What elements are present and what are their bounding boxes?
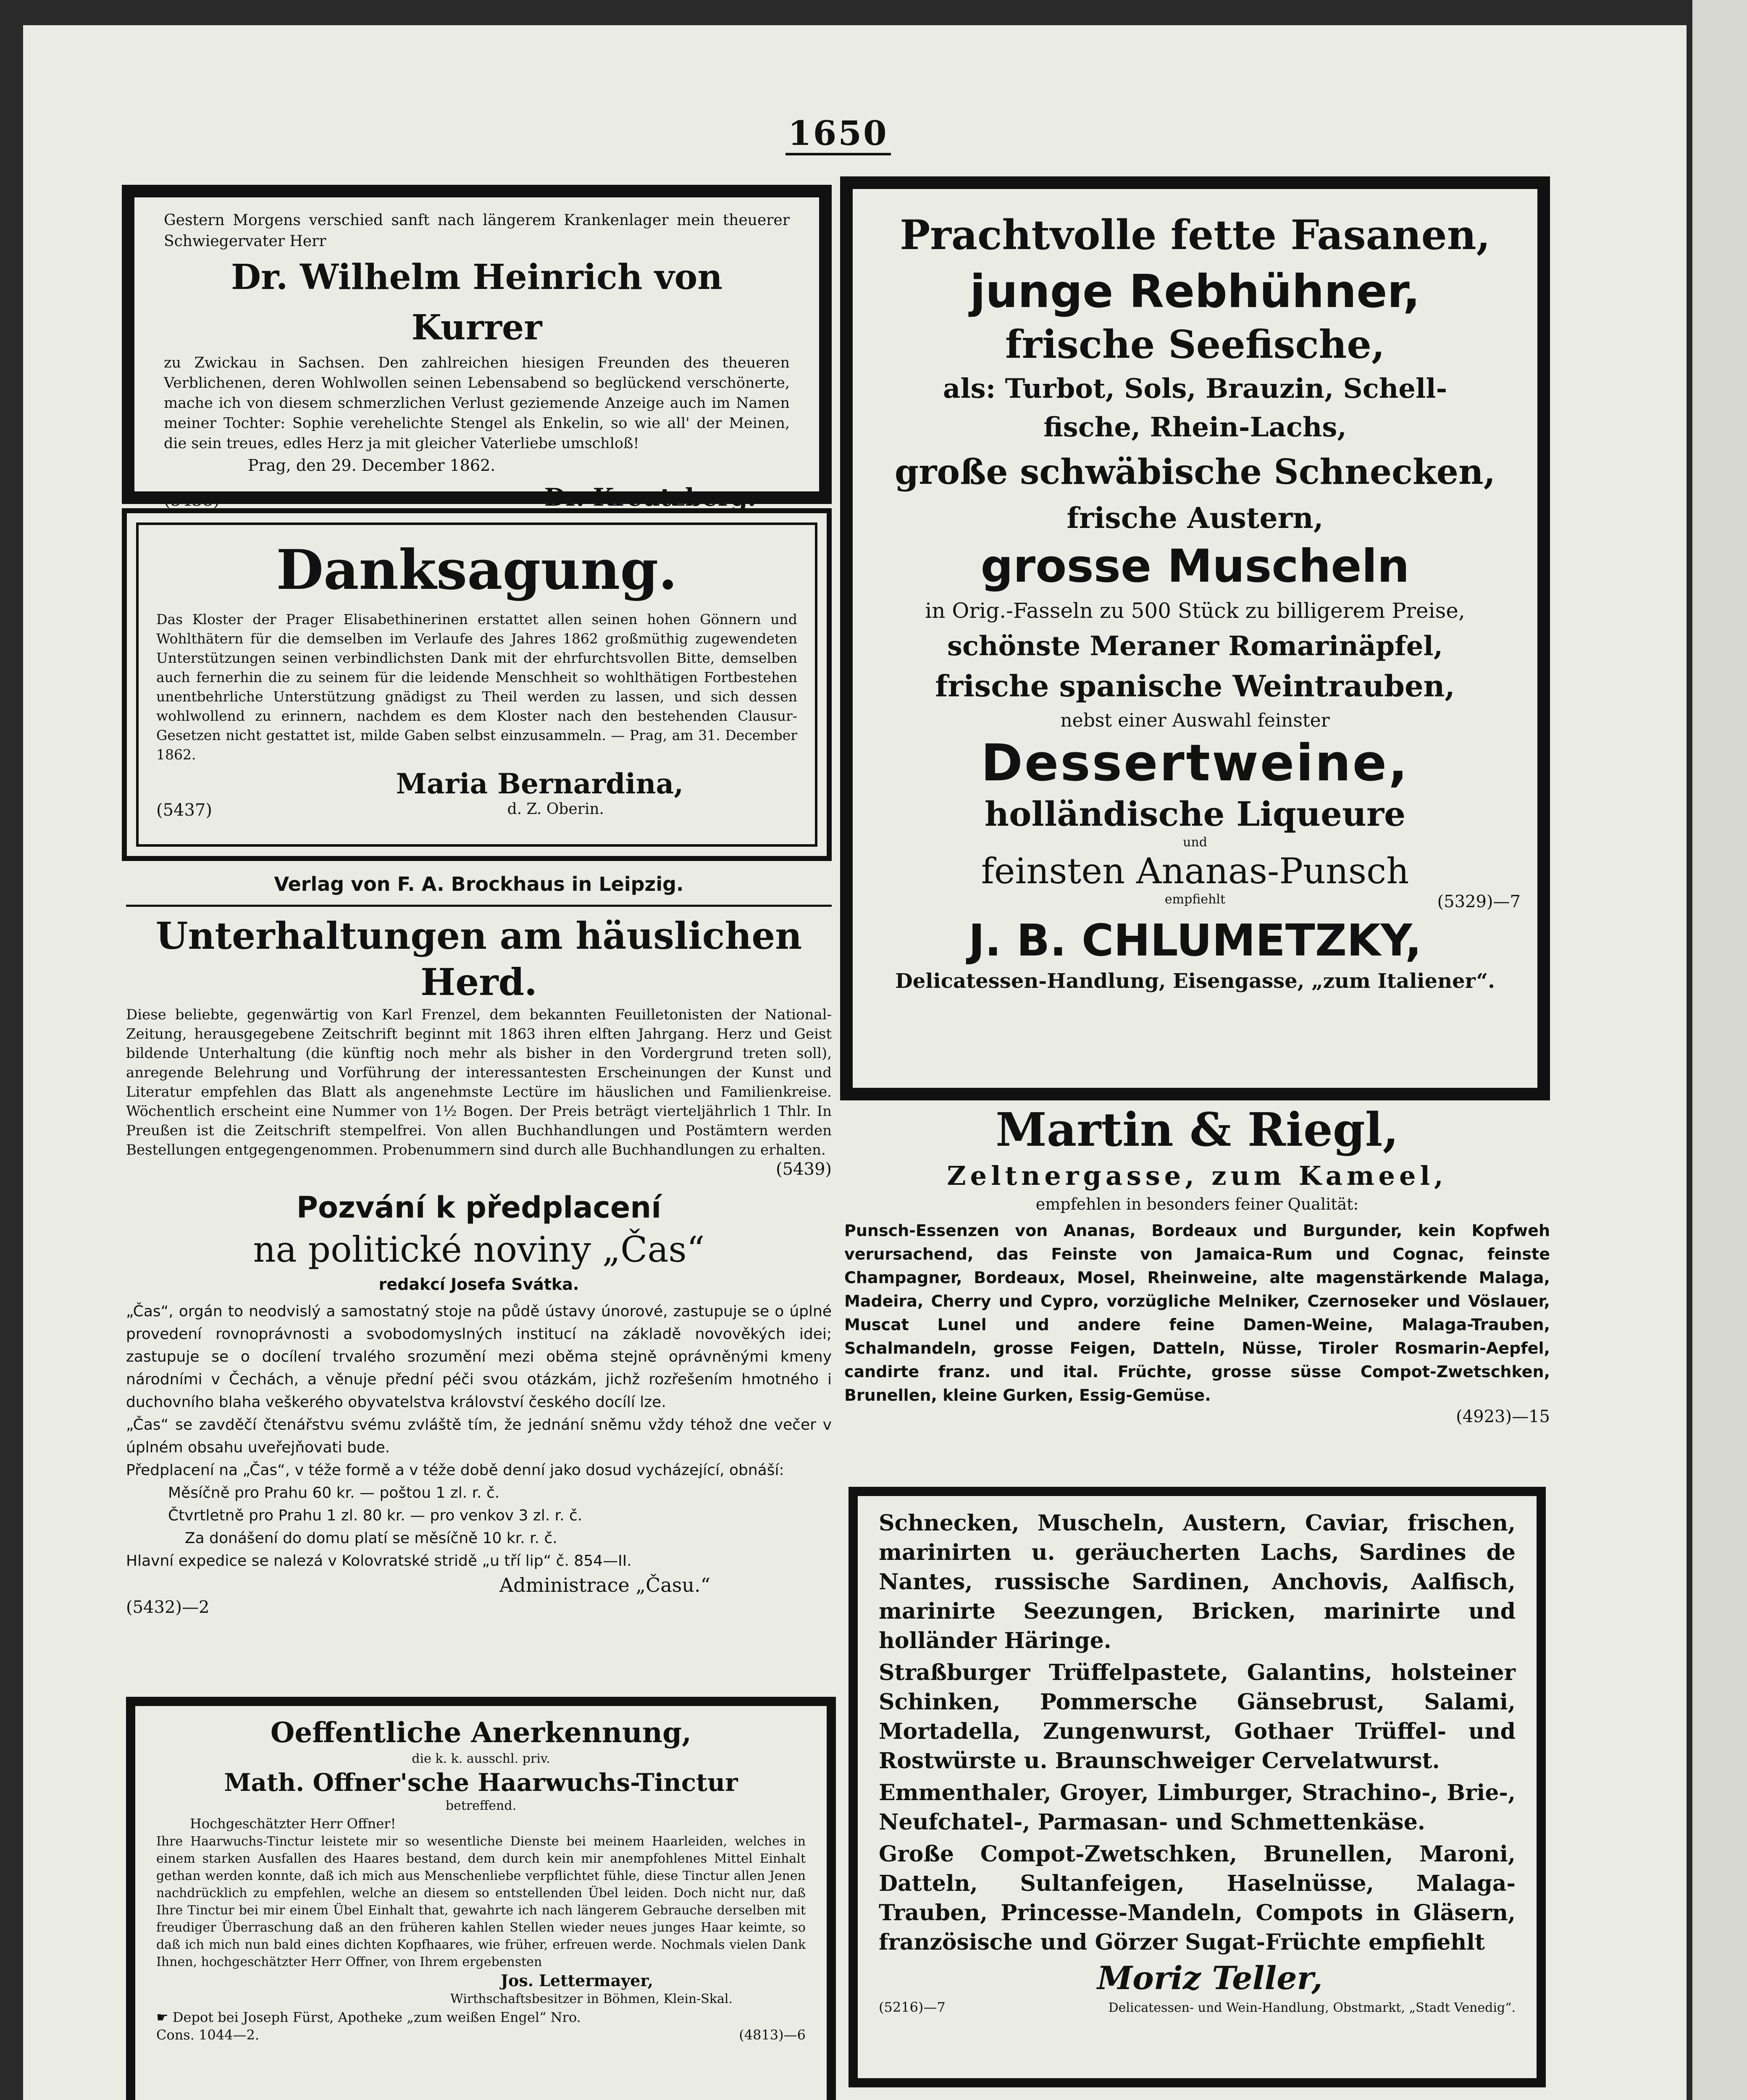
thanks-body: Das Kloster der Prager Elisabethinerinen erstattet allen seinen hohen Gönnern und Wohlthätern für die demselben im Verlaufe des Jahres 1862 großmüthig zugewendeten Unterstützungen seinen verbindlichsten Dank mit der ehrfurchtsvollen Bitte, demselben auch fernerhin die zu seinem für die leidende Menschheit so wohlthätigen Fortbestehen unentbehrliche Unterstützung gnädigst zu Theil werden zu lassen, und sich dessen wohlwollend zu erinnern, nachdem es dem Kloster nach den bestehenden Clausur-Gesetzen nicht gestattet ist, milde Gaben selbst einzusammeln. — Prag, am 31. December 1862.: [156, 611, 797, 763]
obituary-date: Prag, den 29. December 1862.: [248, 456, 496, 475]
teller-address: Delicatessen- und Wein-Handlung, Obstmarkt, „Stadt Venedig“.: [1108, 2000, 1516, 2015]
thanks-signature-sub: d. Z. Oberin.: [507, 801, 604, 818]
martin-street: Zeltnergasse, zum Kameel,: [947, 1160, 1448, 1191]
chlumetzky-line-14: holländische Liqueure: [984, 794, 1406, 834]
chlumetzky-ref: (5329)—7: [1437, 892, 1521, 911]
page-number: 1650: [785, 113, 891, 155]
brockhaus-title: Unterhaltungen am häuslichen Herd.: [155, 914, 802, 1004]
teller-p4: Große Compot-Zwetschken, Brunellen, Maroni, Datteln, Sultanfeigen, Haselnüsse, Malaga-Trauben, Princesse-Mandeln, Compots in Gläsern, französische und Görzer Sugat-Früchte empfiehlt: [879, 1841, 1516, 1955]
divider: [126, 905, 832, 907]
offner-ad: [126, 1697, 836, 2100]
teller-p1: Schnecken, Muscheln, Austern, Caviar, frischen, marinirten u. geräucherten Lachs, Sardines de Nantes, russische Sardinen, Anchovis, Aalfisch, marinirte Seezungen, Bricken, marinirte und holländer Häringe.: [879, 1510, 1516, 1654]
teller-signature: Moriz Teller,: [1097, 1959, 1323, 1997]
offner-salutation: Hochgeschätzter Herr Offner!: [190, 1816, 396, 1832]
cas-body-3: Předplacení na „Čas“, v téže formě a v téže době denní jako dosud vycházející, obnáší:: [126, 1462, 784, 1479]
page-edge: [1692, 0, 1747, 2100]
offner-depot: ☛ Depot bei Joseph Fürst, Apotheke „zum weißen Engel“ Nro.: [156, 2009, 581, 2025]
brockhaus-publisher: Verlag von F. A. Brockhaus in Leipzig.: [274, 873, 684, 895]
chlumetzky-line-8: grosse Muscheln: [980, 540, 1410, 593]
cas-editor: redakcí Josefa Svátka.: [378, 1275, 579, 1294]
cas-ref: (5432)—2: [126, 1598, 210, 1617]
offner-body: Ihre Haarwuchs-Tinctur leistete mir so wesentliche Dienste bei meinem Haarleiden, welches in einem starken Ausfallen des Haares bestand, dem durch kein mir anempfohlenes Mittel Einhalt gethan werden konnte, daß ich mich aus Menschenliebe verpflichtet fühle, diese Tinctur allen Jenen nachdrücklich zu empfehlen, welche an diesem so entstellenden Übel leiden. Doch nicht nur, daß Ihre Tinctur bei mir einem Übel Einhalt that, gewahrte ich nach längerem Gebrauche derselben mit freudiger Überraschung daß an den früheren kahlen Stellen wieder neues junges Haar keimte, so daß ich mich nun bald eines dichten Kopfhaares, wie früher, erfreuen werde. Nochmals vielen Dank Ihnen, hochgeschätzter Herr Offner, von Ihrem ergebensten: [156, 1834, 806, 1969]
obituary-notice: [122, 185, 832, 512]
offner-ref: (4813)—6: [739, 2027, 806, 2043]
martin-title: Martin & Riegl,: [996, 1102, 1399, 1157]
chlumetzky-line-7: frische Austern,: [1067, 501, 1324, 535]
cas-body-1: „Čas“, orgán to neodvislý a samostatný stoje na půdě ústavy únorové, zastupuje se o úplné provedení rovnoprávnosti a svobodomyslných institucí na základě novověkých idei; zastupuje se o docílení trvalého srozumění mezi oběma stejně oprávněnými kmeny národními v Čechách, a věnuje přední péči svou otázkám, jichž rozřešením hmotného i duchovního blaha veškerého obyvatelstva království českého docílí lze.: [126, 1303, 832, 1411]
obituary-body: zu Zwickau in Sachsen. Den zahlreichen hiesigen Freunden des theueren Verblichenen, deren Wohlwollen seinen Lebensabend so beglückend verschönerte, mache ich von diesem schmerzlichen Verlust geziemende Anzeige auch im Namen meiner Tochter: Sophie verehelichte Stengel als Enkelin, so wie all' der Meinen, die sein treues, edles Herz ja mit gleicher Vaterliebe umschloß!: [164, 354, 790, 452]
teller-p2: Straßburger Trüffelpastete, Galantins, holsteiner Schinken, Pommersche Gänsebrust, Salami, Mortadella, Zungenwurst, Gothaer Trüffel- und Rostwürste u. Braunschweiger Cervelatwurst.: [879, 1660, 1516, 1774]
brockhaus-ref: (5439): [775, 1160, 832, 1179]
chlumetzky-line-1: Prachtvolle fette Fasanen,: [900, 211, 1490, 259]
chlumetzky-line-3: frische Seefische,: [1005, 322, 1385, 367]
chlumetzky-address: Delicatessen-Handlung, Eisengasse, „zum Italiener“.: [895, 969, 1495, 993]
martin-ref: (4923)—15: [1456, 1407, 1550, 1426]
cas-title: Pozvání k předplacení: [296, 1190, 662, 1225]
offner-signer-sub: Wirthschaftsbesitzer in Böhmen, Klein-Skal.: [450, 1992, 733, 2006]
chlumetzky-line-11: frische spanische Weintrauben,: [935, 669, 1455, 704]
martin-body: Punsch-Essenzen von Ananas, Bordeaux und Burgunder, kein Kopfweh verursachend, das Feinste von Jamaica-Rum und Cognac, feinste Champagner, Bordeaux, Mosel, Rheinweine, alte magenstärkende Malaga, Madeira, Cherry und Cypro, vorzügliche Melniker, Czernoseker und Vöslauer, Muscat Lunel und andere feine Damen-Weine, Malaga-Trauben, Schalmandeln, grosse Feigen, Datteln, Nüsse, Tiroler Rosmarin-Aepfel, candirte franz. und ital. Früchte, grosse süsse Compot-Zwetschken, Brunellen, kleine Gurken, Essig-Gemüse.: [844, 1221, 1550, 1404]
brockhaus-body: Diese beliebte, gegenwärtig von Karl Frenzel, dem bekannten Feuilletonisten der National-Zeitung, herausgegebene Zeitschrift beginnt mit 1863 ihren elften Jahrgang. Herz und Geist bildende Unterhaltung (die künftig noch mehr als bisher in den Vordergrund treten soll), anregende Belehrung und Vorführung der interessantesten Erscheinungen der Kunst und Literatur empfehlen das Blatt als angenehmste Lectüre im häuslichen und Familienkreise. Wöchentlich erscheint eine Nummer von 1½ Bogen. Der Preis beträgt vierteljährlich 1 Thlr. In Preußen ist die Zeitschrift stempelfrei. Von allen Buchhandlungen und Postämtern werden Bestellungen entgegengenommen. Probenummern sind durch alle Buchhandlungen zu erhalten.: [126, 1006, 832, 1158]
obituary-intro: Gestern Morgens verschied sanft nach längerem Krankenlager mein theuerer Schwiegervater Herr: [164, 212, 790, 250]
thanks-signature: Maria Bernardina,: [396, 767, 684, 800]
thanks-notice: [122, 508, 832, 861]
offner-sub-1: die k. k. ausschl. priv.: [412, 1751, 550, 1766]
chlumetzky-name: J. B. CHLUMETZKY,: [968, 915, 1422, 966]
cas-price-2: Čtvrtletně pro Prahu 1 zl. 80 kr. — pro venkov 3 zl. r. č.: [168, 1507, 583, 1524]
teller-ref: (5216)—7: [879, 1999, 946, 2015]
chlumetzky-line-17: empfiehlt: [1164, 892, 1226, 907]
chlumetzky-line-10: schönste Meraner Romarinäpfel,: [947, 630, 1443, 662]
obituary-signature: Dr. Kreutzberg.: [544, 483, 756, 512]
offner-sub-2: betreffend.: [445, 1798, 517, 1813]
cas-admin: Administrace „Času.“: [499, 1574, 711, 1596]
chlumetzky-line-16: feinsten Ananas-Punsch: [981, 850, 1409, 892]
thanks-title: Danksagung.: [276, 538, 678, 602]
cas-price-1: Měsíčně pro Prahu 60 kr. — poštou 1 zl. r. č.: [168, 1484, 500, 1502]
martin-intro: empfehlen in besonders feiner Qualität:: [1035, 1195, 1359, 1213]
cas-ad: [126, 1189, 832, 1709]
offner-cons: Cons. 1044—2.: [156, 2027, 260, 2043]
martin-riegl-ad: [844, 1100, 1550, 1491]
chlumetzky-line-2: junge Rebhühner,: [970, 265, 1420, 318]
teller-ad: [849, 1487, 1546, 2087]
chlumetzky-line-4: als: Turbot, Sols, Brauzin, Schell-: [943, 373, 1448, 404]
chlumetzky-line-9: in Orig.-Fasseln zu 500 Stück zu billigerem Preise,: [925, 598, 1465, 623]
chlumetzky-line-13: Dessertweine,: [981, 734, 1409, 793]
obituary-name: Dr. Wilhelm Heinrich von Kurrer: [231, 257, 722, 348]
chlumetzky-ad: [840, 176, 1550, 1100]
offner-title: Oeffentliche Anerkennung,: [270, 1716, 692, 1749]
offner-product: Math. Offner'sche Haarwuchs-Tinctur: [224, 1768, 738, 1797]
chlumetzky-line-12: nebst einer Auswahl feinster: [1060, 710, 1330, 731]
cas-body-2: „Čas“ se zavděčí čtenářstvu svému zvláště tím, že jednání sněmu vždy téhož dne večer v úplném obsahu uveřejňovati bude.: [126, 1416, 832, 1456]
thanks-ref: (5437): [156, 801, 213, 820]
chlumetzky-line-5: fische, Rhein-Lachs,: [1043, 412, 1347, 443]
chlumetzky-line-15: und: [1183, 835, 1207, 850]
cas-expedition: Hlavní expedice se nalezá v Kolovratské stridě „u tří lip“ č. 854—II.: [126, 1552, 632, 1570]
offner-signer: Jos. Lettermayer,: [501, 1971, 653, 1990]
obituary-ref: (5438): [164, 491, 220, 510]
brockhaus-ad: [126, 869, 832, 1184]
cas-price-3: Za donášení do domu platí se měsíčně 10 kr. r. č.: [185, 1530, 557, 1547]
teller-p3: Emmenthaler, Groyer, Limburger, Strachino-, Brie-, Neufchatel-, Parmasan- und Schmettenkäse.: [879, 1780, 1516, 1835]
cas-subtitle: na politické noviny „Čas“: [253, 1229, 705, 1270]
chlumetzky-line-6: große schwäbische Schnecken,: [894, 452, 1496, 492]
